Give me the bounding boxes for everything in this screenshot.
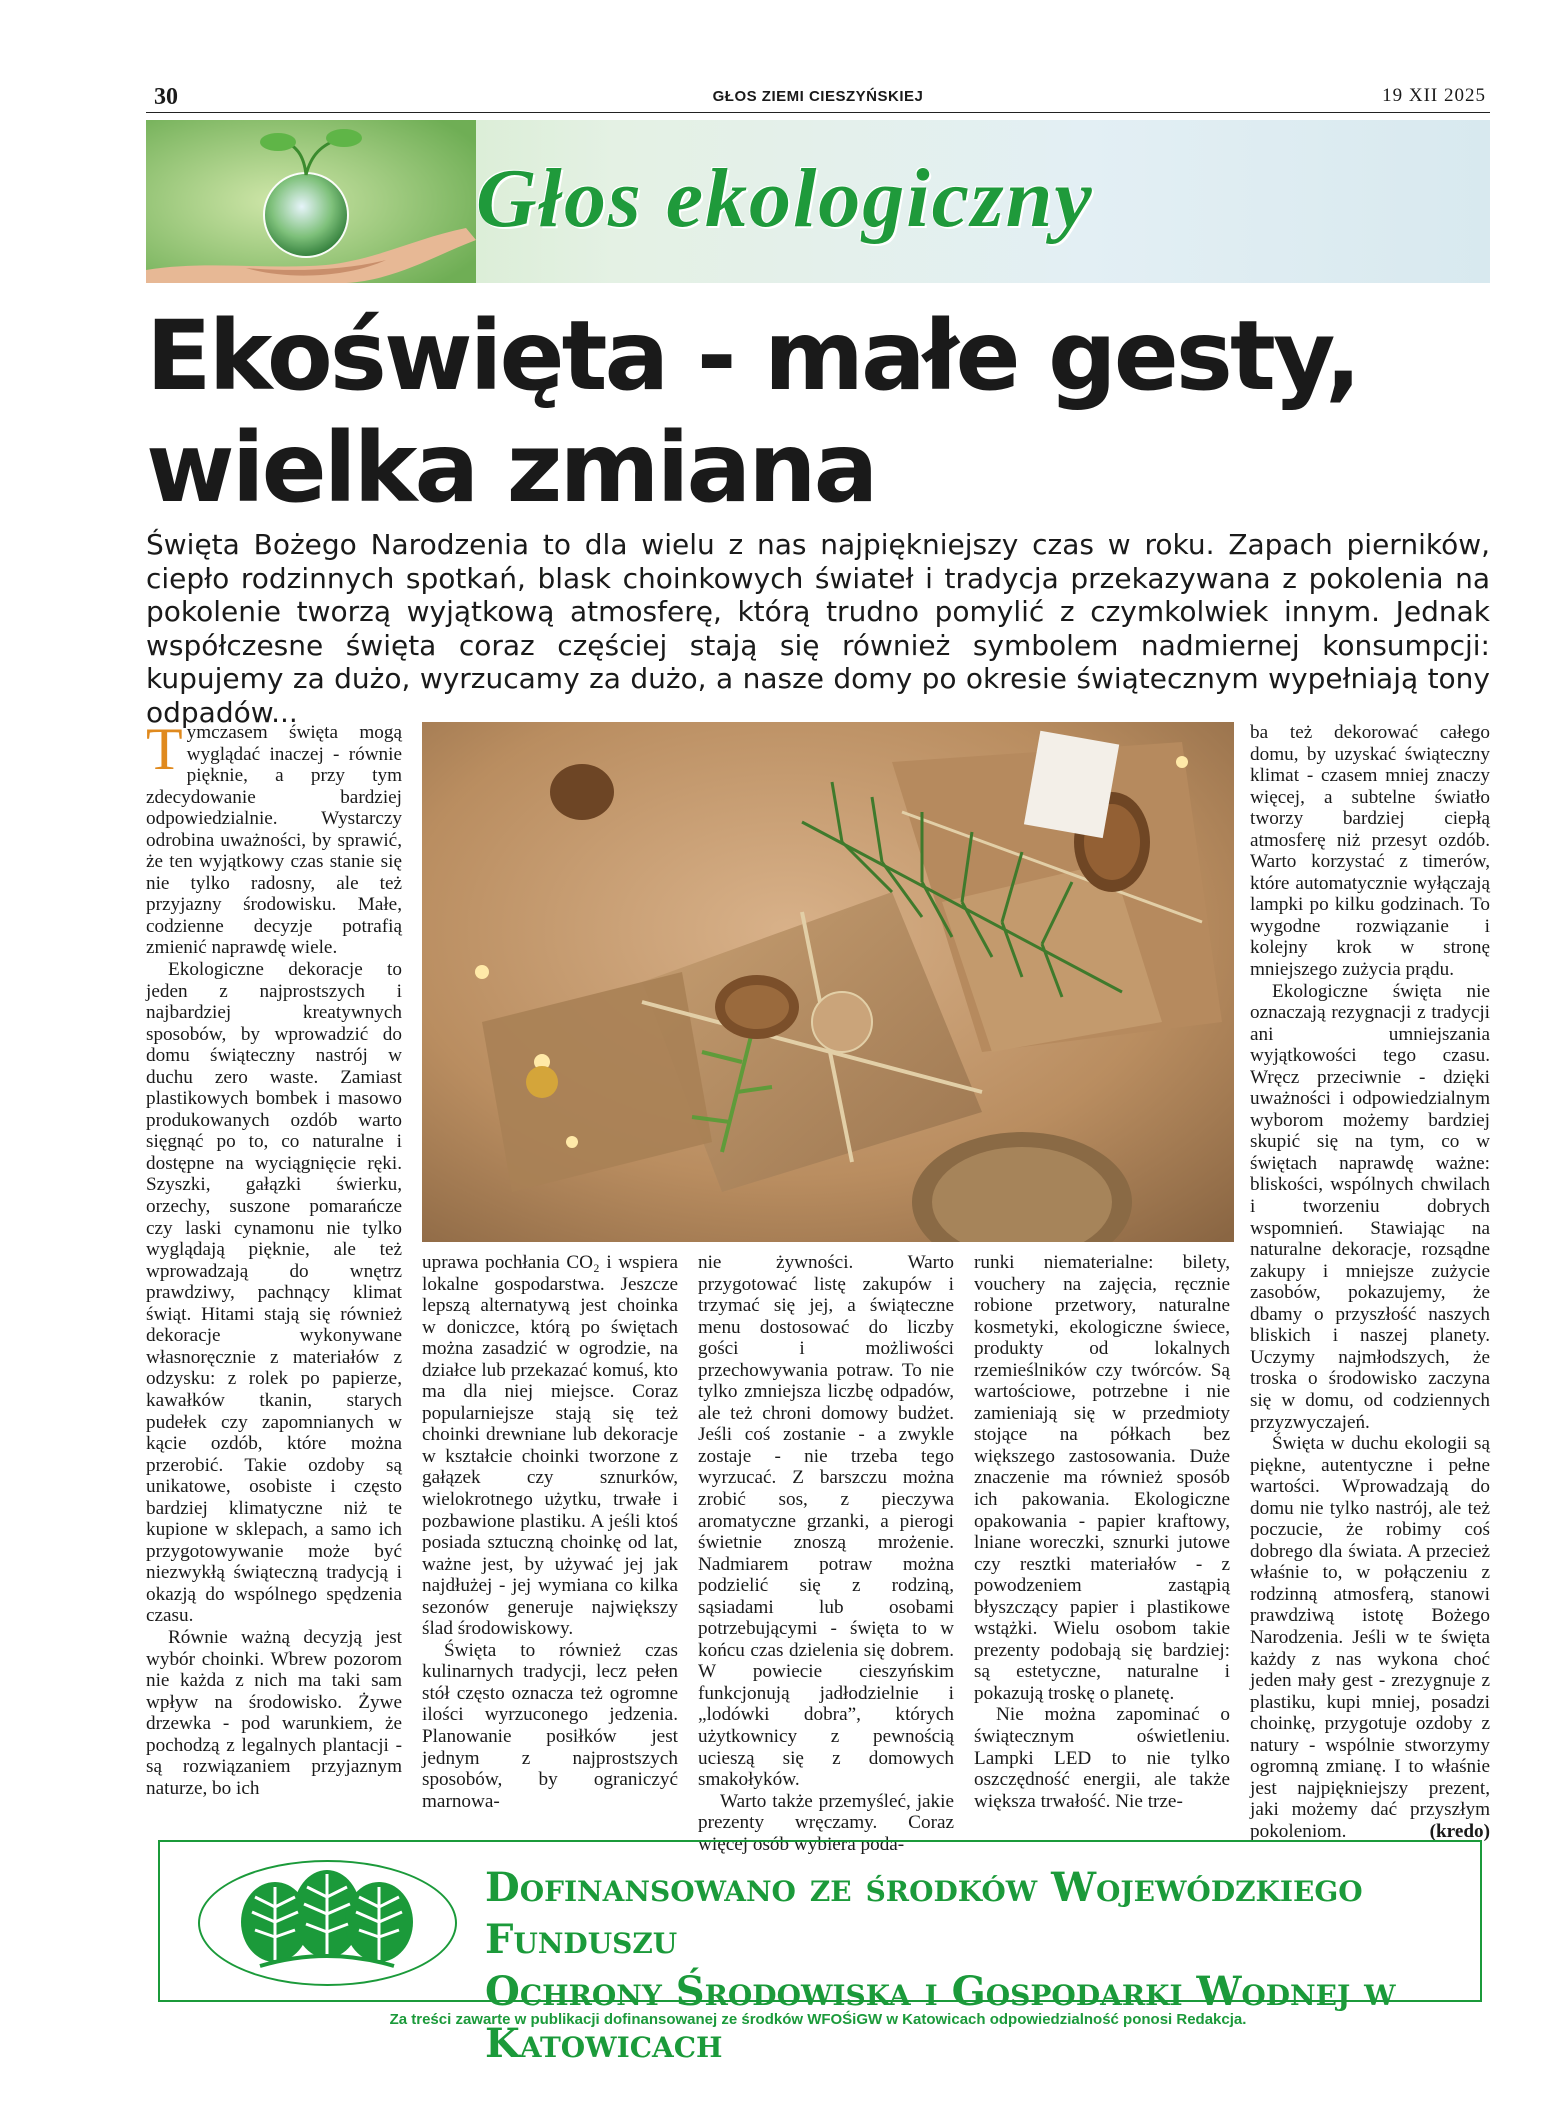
paragraph: Równie ważną decyzją jest wybór choinki. Wbrew pozorom nie każda z nich ma taki sam wpływ na środowisko. Żywe drzewka - pod warunkiem, że pochodzą z legalnych plantacji - są rozwiązaniem przyjaznym naturze, bo ich [146,1626,402,1799]
paragraph: ba też dekorować całego domu, by uzyskać świąteczny klimat - czasem mniej znaczy więcej, a subtelne światło tworzy bardziej ciepłą atmosferę niż przesyt ozdób. Warto korzystać z timerów, które automatycznie wyłączają lampki po kilku godzinach. To wygodne rozwiązanie i kolejny krok w stronę mniejszego zużycia prądu. [1250,722,1490,981]
headline-line-2: wielka zmiana [146,412,876,524]
article-column-1 [146,716,402,1799]
article-column-2 [422,1252,678,1812]
paragraph: uprawa pochłania CO₂ i wspiera lokalne gospodarstwa. Jeszcze lepszą alternatywą jest choinka w doniczce, którą po świętach można zasadzić w ogrodzie, na działce lub przekazać komuś, kto ma dla niej miejsce. Coraz popularniejsze stają się też choinki drewniane lub dekoracje w kształcie choinki tworzone z gałązek czy sznurków, wielokrotnego użytku, trwałe i pozbawione plastiku. A jeśli ktoś posiada sztuczną choinkę od lat, ważne jest, by używać jej jak najdłużej - jej wymiana co kilka sezonów generuje największy ślad środowiskowy. [422,1252,678,1640]
paragraph: Warto także przemyśleć, jakie prezenty wręczamy. Coraz więcej osób wybiera poda- [698,1790,954,1855]
article-column-5 [1250,722,1490,1842]
article-photo-gift-boxes [422,722,1234,1242]
page-header [146,82,1490,113]
article-lead: Święta Bożego Narodzenia to dla wielu z nas najpiękniejszy czas w roku. Zapach pierników, ciepło rodzinnych spotkań, blask choinkowych świateł i tradycja przekazywana z pokolenia na pokolenie tworzą wyjątkową atmosferę, którą trudno pomylić z czymkolwiek innym. Jednak współczesne święta coraz częściej stają się również symbolem nadmiernej konsumpcji: kupujemy za dużo, wyrzucamy za dużo, a nasze domy po okresie świątecznym wypełniają tony odpadów... [146,528,1490,729]
leaf-logo-icon [200,1862,455,1984]
paragraph: Ekologiczne święta nie oznaczają rezygnacji z tradycji ani umniejszania wyjątkowości tego czasu. Wręcz przeciwnie - dzięki uważności i odpowiedzialnym wyborom możemy bardziej skupić się na tym, co w świętach naprawdę ważne: bliskości, wspólnych chwilach i tworzeniu dobrych wspomnień. Stawiając na naturalne dekoracje, rozsądne zakupy i mniejsze zużycie zasobów, pokazujemy, że dbamy o przyszłość naszych bliskich i naszej planety. Uczymy najmłodszych, że troska o środowisko zaczyna się w domu, od codziennych przyzwyczajeń. [1250,980,1490,1433]
issue-date: 19 XII 2025 [1382,85,1486,106]
section-banner [146,120,1490,283]
paragraph-text: Święta w duchu ekologii są piękne, autentyczne i pełne wartości. Wprowadzają do domu nie tylko nastrój, ale też poczucie, że robimy coś dobrego dla świata. A przecież właśnie to, w połączeniu z rodzinną atmosferą, stanowi prawdziwą istotę Bożego Narodzenia. Jeśli w te święta każdy z nas wykona choć jeden mały gest - zrezygnuje z plastiku, kupi mniej, posadzi choinkę, przygotuje ozdoby z natury - wspólnie stworzymy ogromną zmianę. I to właśnie jest najpiękniejszy prezent, jaki możemy dać przyszłym pokoleniom. [1250,1433,1490,1842]
paragraph: Nie można zapominać o świątecznym oświetleniu. Lampki LED to nie tylko oszczędność energii, ale także większa trwałość. Nie trze- [974,1704,1230,1812]
sponsor-line-2: Ochrony Środowiska i Gospodarki Wodnej w Katowicach [485,1968,1396,2067]
article-column-4 [974,1252,1230,1812]
gift-photo-illustration [422,722,1234,1242]
paragraph-text: ymczasem święta mogą wyglądać inaczej - równie pięknie, a przy tym zdecydowanie bardziej odpowiedzialnie. Wystarczy odrobina uważności, by sprawić, że ten wyjątkowy czas stanie się nie tylko radosny, ale też przyjazny środowisku. Małe, codzienne decyzje potrafią zmienić naprawdę wiele. [146,722,402,959]
paragraph [1250,1433,1490,1842]
author-signature: (kredo) [1429,1820,1490,1842]
hand-globe-illustration [146,120,476,283]
sponsor-line-1: Dofinansowano ze środków Wojewódzkiego Funduszu [485,1864,1363,1963]
article-column-3 [698,1252,954,1855]
paragraph: nie żywności. Warto przygotować listę zakupów i trzymać się jej, a świąteczne menu dostosować do liczby gości i możliwości przechowywania potraw. To nie tylko zmniejsza liczbę odpadów, ale też chroni domowy budżet. Jeśli coś zostanie - a zwykle zostaje - nie trzeba tego wyrzucać. Z barszczu można zrobić sos, z pieczywa aromatyczne grzanki, a pierogi świetnie znoszą mrożenie. Nadmiarem potraw można podzielić się z rodziną, sąsiadami lub osobami potrzebującymi - święta to w końcu czas dzielenia się dobrem. W powiecie cieszyńskim funkcjonują jadłodzielnie i „lodówki dobra”, których użytkownicy z pewnością ucieszą się z domowych smakołyków. [698,1252,954,1791]
paragraph: runki niematerialne: bilety, vouchery na zajęcia, ręcznie robione przetwory, naturalne kosmetyki, ekologiczne świece, produkty od lokalnych rzemieślników czy twórców. Są wartościowe, potrzebne i nie zamieniają się w przedmioty stojące na półkach bez większego zastosowania. Duże znaczenie ma również sposób ich pakowania. Ekologiczne opakowania - papier kraftowy, lniane woreczki, sznurki jutowe czy resztki materiałów - z powodzeniem zastąpią błyszczący papier i plastikowe wstążki. Wielu osobom takie prezenty podobają się bardziej: są estetyczne, naturalne i pokazują troskę o planetę. [974,1252,1230,1704]
funding-disclaimer: Za treści zawarte w publikacji dofinansowanej ze środków WFOŚiGW w Katowicach odpowiedzialność ponosi Redakcja. [389,2011,1247,2028]
paragraph: Święta to również czas kulinarnych tradycji, lecz pełen stół często oznacza też ogromne ilości wyrzuconego jedzenia. Planowanie posiłków jest jednym z najprostszych sposobów, by ograniczyć marnowa- [422,1639,678,1812]
page-number: 30 [154,84,178,110]
sponsor-statement [485,1862,1465,2070]
publication-name: GŁOS ZIEMI CIESZYŃSKIEJ [712,88,924,105]
article-headline [146,300,1490,524]
section-title: Głos ekologiczny [476,152,1094,245]
headline-line-1: Ekoświęta - małe gesty, [146,300,1359,412]
newspaper-page [146,0,1490,2125]
paragraph [146,716,402,959]
paragraph: Ekologiczne dekoracje to jeden z najprostszych i najbardziej kreatywnych sposobów, by wprowadzić do domu świąteczny nastrój w duchu zero waste. Zamiast plastikowych bombek i masowo produkowanych ozdób warto sięgnąć po to, co naturalne i dostępne na wyciągnięcie ręki. Szyszki, gałązki świerku, orzechy, suszone pomarańcze czy laski cynamonu nie tylko wyglądają pięknie, ale też wprowadzają do wnętrz prawdziwy, pachnący klimat świąt. Hitami stają się również dekoracje wykonywane własnoręcznie z materiałów z odzysku: z rolek po papierze, kawałków tkanin, starych pudełek czy zapomnianych w kącie ozdób, które można przerobić. Takie ozdoby są unikatowe, osobiste i często bardziej klimatyczne niż te kupione w sklepach, a samo ich przygotowywanie może być niezwykłą świąteczną tradycją i okazją do wspólnego spędzenia czasu. [146,959,402,1627]
drop-cap: T [146,716,183,782]
wfosigw-logo [198,1860,457,1986]
